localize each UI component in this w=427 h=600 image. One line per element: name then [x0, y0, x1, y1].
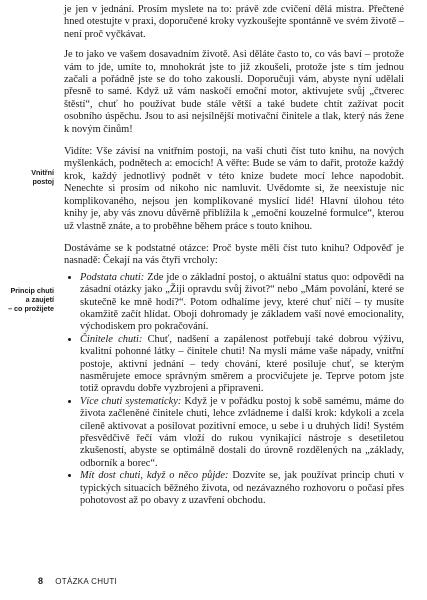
list-item: [80, 272, 404, 334]
margin-heading-principle: [8, 286, 54, 313]
list-item: [80, 334, 404, 396]
paragraph: Dostáváme se k podstatné otázce: Proč byste měli číst tuto knihu? Odpověď je nasnadě: Čekají na vás čtyři vrcholy:: [64, 242, 404, 267]
page-footer: [38, 576, 117, 586]
paragraph: je jen v jednání. Prosím myslete na to: právě zde cvičení dělá mistra. Přečtené hned otestujte v praxi, doporučené kroky vyzkoušejte spontánně ve svém životě – není proč vyčkávat.: [64, 4, 404, 40]
list-item-text: Zde jde o základní postoj, o aktuální status quo: odpovědi na zásadní otázky jako „Žiji opravdu svůj život?“ nebo „Mám povolání, které se skutečně ke mně hodí?“. Potom odhalíme jevy, které chuť ničí – ty musíte okamžitě začít hlídat. Oboji dohromady je základem vaší nové emocionality, východiskem pro pokračování.: [80, 271, 405, 333]
list-item: [80, 396, 404, 470]
list-item-text: Když je v pořádku postoj k sobě samému, máme do života začleněné činitele chuti, lehce zvládneme i další krok: kdykoli a zcela cíleně aktivovat a posilovat pozitivní emoce, u sebe i u druhých lidí! Systém přesvědčivě řečí vám vloží do rukou vynikající nástroje s desetiletou zkušeností, abyste se optimálně dostali do úrovně rozdělených na „základy, odborník a borec“.: [80, 395, 404, 469]
list-item-term: Činitele chuti:: [80, 333, 143, 345]
list-item-term: Více chuti systematicky:: [80, 395, 182, 407]
body-text: [64, 4, 404, 507]
list-item-text: Chuť, nadšení a zapálenost potřebují také dobrou výživu, kvalitní pohonné látky – činitele chuti! Na mysli máme vaše nápady, vnitřní postoje, aktivní jednání – tedy chování, které posiluje chuť, se kterým nasměrujete emoce správným směrem a procvičujete je. Teprve potom jste totiž opravdu dobře vyzbrojeni a připraveni.: [80, 333, 404, 395]
paragraph: Je to jako ve vašem dosavadním životě. Asi děláte často to, co vás baví – protože vám to jde, umíte to, mnohokrát jste to již zkoušeli, protože jste s tím jednou začali a pořádně jste se do toho zakousli. Doporučuji vám, abyste nyní udělali přesně to samé. Když už vám naskočí emoční motor, aktivujete svůj „čtverec štěstí“, chuť ho používat bude stále větší a také budete chtít zažívat pocit osobního úspěchu. Jsou to asi nejsilnější motivační činitele a tlak, který nás žene k novým činům!: [64, 49, 404, 135]
margin-heading-text: Vnitřní postoj: [31, 168, 54, 186]
list-item-term: Mít dost chuti, když o něco půjde:: [80, 470, 229, 482]
paragraph: Vidíte: Vše závisí na vnitřním postoji, na vaší chuti číst tuto knihu, na nových myšlenkách, podnětech a: emocích! A věřte: Bude se vám to dařit, protože každý krok, každý jednotlivý podnět v této knize budete mocí lehce napodobit. Nenechte si prosím od nikoho nic namluvit. Uvědomte si, že neexistuje nic komplikovaného, nejsou jen komplikované myslící lidé! Hlavní úlohou této knihy je, aby vás znovu důvěrně přiblížila k „emoční kouzelné formulce“, kterou už vlastně znáte, a to proběhne během práce s touto knihou.: [64, 146, 404, 232]
page-number: 8: [38, 576, 44, 586]
running-title: OTÁZKA CHUTI: [55, 577, 118, 586]
list-item-text: Dozvíte se, jak používat princip chuti v typických situacích běžného života, od nezávazného rozhovoru o počasí přes pohotovost až po obavy z uzavření obchodu.: [80, 470, 404, 507]
bullet-list: [64, 272, 404, 508]
margin-heading-line: Princip chuti: [10, 286, 54, 295]
margin-heading-inner-attitude: [8, 168, 54, 186]
margin-heading-line: – co prožijete: [8, 304, 54, 313]
list-item: [80, 470, 404, 507]
list-item-term: Podstata chuti:: [80, 271, 145, 283]
margin-heading-line: a zaujetí: [25, 295, 54, 304]
